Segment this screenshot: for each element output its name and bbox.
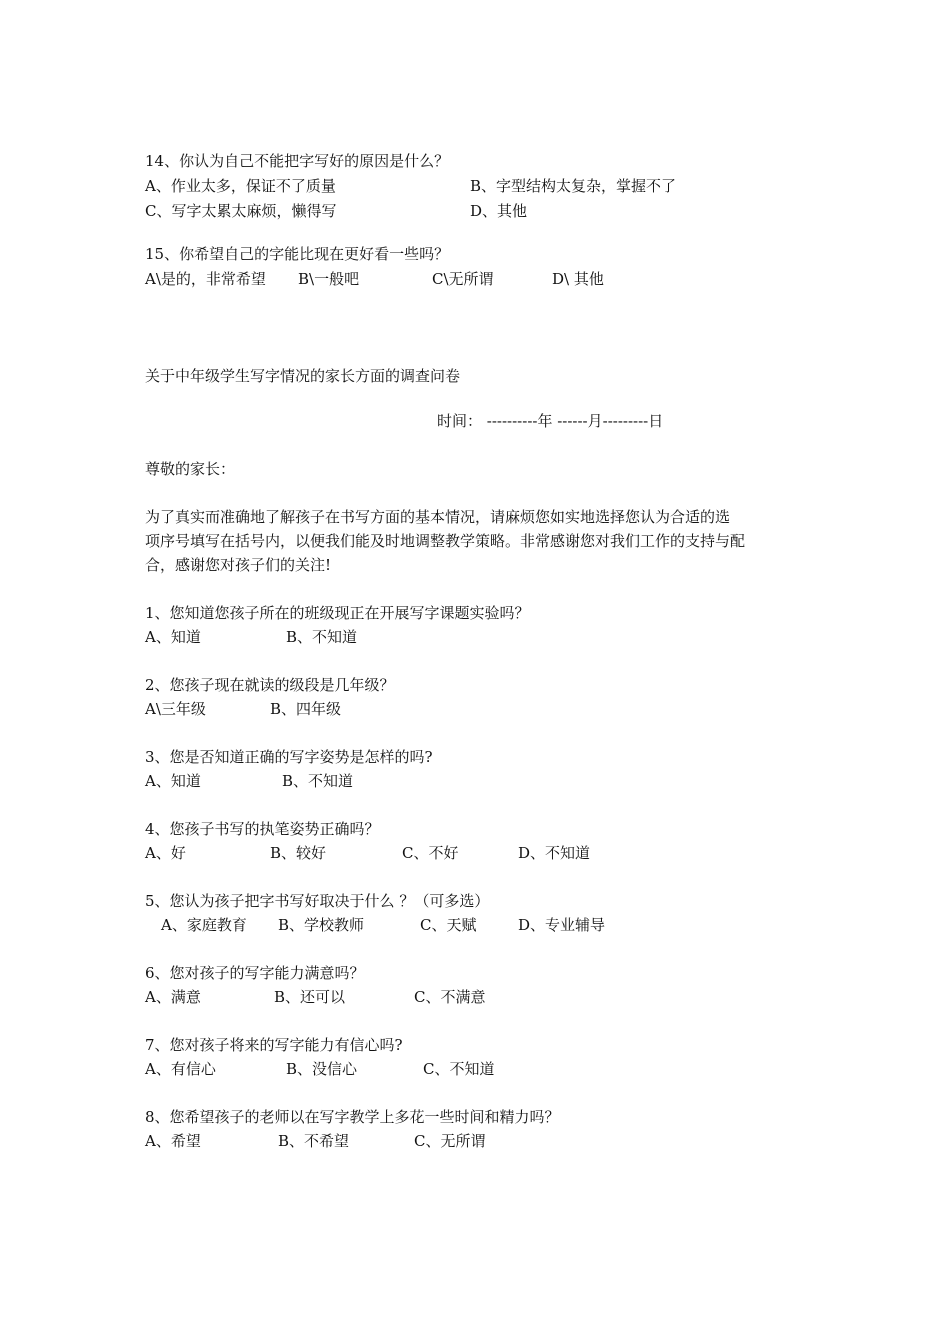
p-q1-option-b: B、不知道 <box>286 628 358 646</box>
p-q5-option-c: C、天赋 <box>420 916 477 934</box>
p-q5-question: 5、您认为孩子把字书写好取决于什么 ？（可多选） <box>145 892 490 910</box>
q15-option-c: C\无所谓 <box>432 270 494 288</box>
p-q8-question: 8、您希望孩子的老师以在写字教学上多花一些时间和精力吗？ <box>145 1108 560 1126</box>
survey-title: 关于中年级学生写字情况的家长方面的调查问卷 <box>145 367 461 385</box>
p-q3-question: 3、您是否知道正确的写字姿势是怎样的吗? <box>145 748 433 766</box>
p-q5-option-d: D、专业辅导 <box>518 916 606 934</box>
q15-option-b: B\一般吧 <box>298 270 360 288</box>
p-q6-question: 6、您对孩子的写字能力满意吗？ <box>145 964 365 982</box>
p-q8-option-c: C、无所谓 <box>414 1132 486 1150</box>
p-q4-option-a: A、好 <box>145 844 186 862</box>
p-q4-question: 4、您孩子书写的执笔姿势正确吗？ <box>145 820 380 838</box>
p-q8-option-a: A、希望 <box>145 1132 201 1150</box>
p-q5-option-a: A、家庭教育 <box>161 916 247 934</box>
p-q6-option-b: B、还可以 <box>274 988 346 1006</box>
p-q6-option-a: A、满意 <box>145 988 201 1006</box>
p-q5-option-b: B、学校教师 <box>278 916 365 934</box>
q14-option-c: C、写字太累太麻烦，懒得写 <box>145 202 337 220</box>
p-q7-question: 7、您对孩子将来的写字能力有信心吗? <box>145 1036 403 1054</box>
p-q2-option-a: A\三年级 <box>145 700 206 718</box>
q14-option-a: A、作业太多，保证不了质量 <box>145 177 336 195</box>
q15-question: 15、你希望自己的字能比现在更好看一些吗？ <box>145 245 450 263</box>
q14-option-d: D、其他 <box>470 202 528 220</box>
p-q4-option-d: D、不知道 <box>518 844 591 862</box>
survey-intro-line-2: 项序号填写在括号内，以便我们能及时地调整教学策略。非常感谢您对我们工作的支持与配 <box>145 532 746 550</box>
p-q2-question: 2、您孩子现在就读的级段是几年级？ <box>145 676 395 694</box>
p-q1-option-a: A、知道 <box>145 628 201 646</box>
p-q1-question: 1、您知道您孩子所在的班级现正在开展写字课题实验吗？ <box>145 604 530 622</box>
p-q7-option-b: B、没信心 <box>286 1060 358 1078</box>
p-q7-option-a: A、有信心 <box>145 1060 216 1078</box>
survey-greeting: 尊敬的家长： <box>145 460 236 478</box>
p-q3-option-b: B、不知道 <box>282 772 354 790</box>
p-q4-option-b: B、较好 <box>270 844 327 862</box>
p-q7-option-c: C、不知道 <box>423 1060 495 1078</box>
p-q3-option-a: A、知道 <box>145 772 201 790</box>
survey-date-line: 时间： ----------年 ------月---------日 <box>437 412 664 430</box>
p-q2-option-b: B、四年级 <box>270 700 342 718</box>
survey-intro-line-1: 为了真实而准确地了解孩子在书写方面的基本情况，请麻烦您如实地选择您认为合适的选 <box>145 508 731 526</box>
p-q4-option-c: C、不好 <box>402 844 459 862</box>
q14-question: 14、你认为自己不能把字写好的原因是什么？ <box>145 152 450 170</box>
q14-option-b: B、字型结构太复杂，掌握不了 <box>470 177 677 195</box>
survey-intro-line-3: 合，感谢您对孩子们的关注! <box>145 556 332 574</box>
p-q6-option-c: C、不满意 <box>414 988 486 1006</box>
p-q8-option-b: B、不希望 <box>278 1132 350 1150</box>
q15-option-d: D\ 其他 <box>552 270 604 288</box>
q15-option-a: A\是的，非常希望 <box>145 270 266 288</box>
